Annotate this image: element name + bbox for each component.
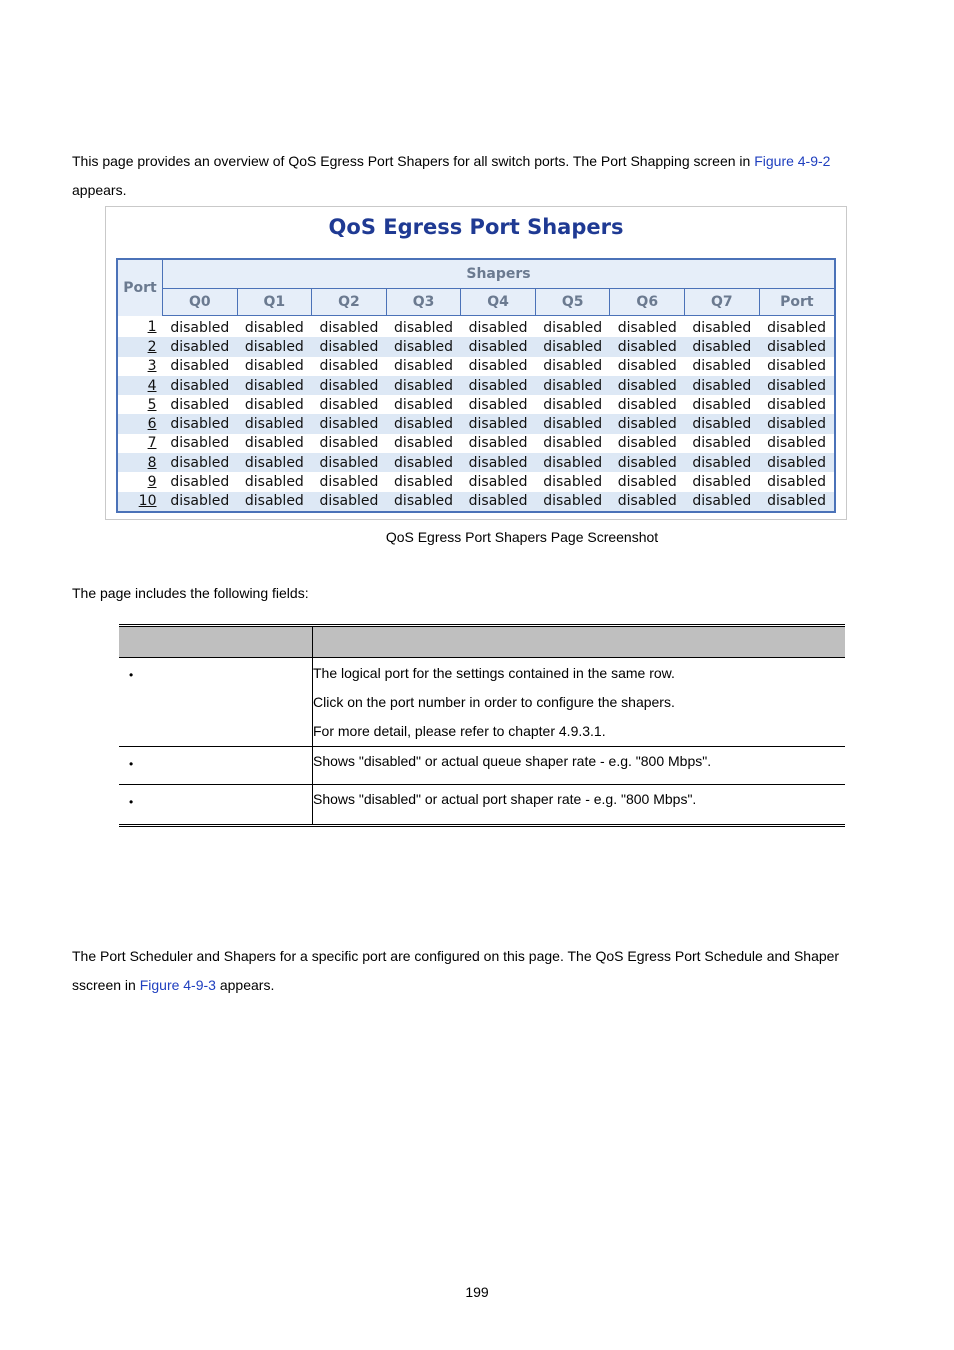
- field-description-cell: [313, 747, 846, 785]
- shaper-value-cell: disabled: [759, 395, 835, 414]
- screenshot-title: QoS Egress Port Shapers: [328, 215, 624, 239]
- shaper-value-cell: disabled: [610, 453, 685, 472]
- shaper-value-cell: disabled: [237, 376, 312, 395]
- shaper-value-cell: disabled: [461, 434, 536, 453]
- shaper-value-cell: disabled: [237, 316, 312, 338]
- shaper-value-cell: disabled: [535, 434, 610, 453]
- scheduler-paragraph: [72, 942, 882, 1000]
- intro-paragraph: [72, 147, 882, 205]
- shaper-value-cell: disabled: [312, 357, 387, 376]
- shaper-value-cell: disabled: [759, 357, 835, 376]
- column-header: Q5: [535, 289, 610, 316]
- shaper-value-cell: disabled: [163, 414, 238, 433]
- intro-suffix: appears.: [72, 182, 127, 198]
- shaper-value-cell: disabled: [535, 337, 610, 356]
- shaper-value-cell: disabled: [461, 492, 536, 512]
- shaper-value-cell: disabled: [237, 472, 312, 491]
- shaper-value-cell: disabled: [685, 395, 760, 414]
- shaper-value-cell: disabled: [685, 357, 760, 376]
- scheduler-text: The Port Scheduler and Shapers for a specific port are configured on this page. The QoS Egress Port Schedule and Shaper sscreen in: [72, 948, 840, 993]
- shaper-value-cell: disabled: [461, 357, 536, 376]
- column-header: Q2: [312, 289, 387, 316]
- shaper-value-cell: disabled: [163, 316, 238, 338]
- shaper-value-cell: disabled: [163, 337, 238, 356]
- column-header: Q6: [610, 289, 685, 316]
- shaper-value-cell: disabled: [759, 316, 835, 338]
- shaper-value-cell: disabled: [535, 395, 610, 414]
- port-link[interactable]: 8: [117, 453, 163, 472]
- port-link[interactable]: 7: [117, 434, 163, 453]
- shaper-value-cell: disabled: [685, 453, 760, 472]
- column-header: Q0: [163, 289, 238, 316]
- shaper-value-cell: disabled: [685, 434, 760, 453]
- shaper-value-cell: disabled: [163, 472, 238, 491]
- shaper-value-cell: disabled: [685, 337, 760, 356]
- screenshot-frame: [105, 206, 847, 520]
- bullet-icon: •: [129, 668, 134, 682]
- shaper-value-cell: disabled: [610, 414, 685, 433]
- shaper-value-cell: disabled: [535, 357, 610, 376]
- fields-header-object: [119, 626, 313, 658]
- field-object-cell: [119, 785, 313, 826]
- shaper-value-cell: disabled: [163, 395, 238, 414]
- port-link[interactable]: 9: [117, 472, 163, 491]
- port-link[interactable]: 10: [117, 492, 163, 512]
- shaper-value-cell: disabled: [535, 453, 610, 472]
- intro-text: This page provides an overview of QoS Egress Port Shapers for all switch ports. The Port Shapping screen in: [72, 153, 755, 169]
- bullet-icon: •: [129, 795, 134, 809]
- shaper-value-cell: disabled: [535, 316, 610, 338]
- fields-table: [119, 624, 845, 827]
- shaper-value-cell: disabled: [237, 395, 312, 414]
- shaper-value-cell: disabled: [312, 434, 387, 453]
- table-row: [117, 434, 835, 453]
- shaper-value-cell: disabled: [461, 414, 536, 433]
- scheduler-suffix: appears.: [215, 977, 275, 993]
- shaper-value-cell: disabled: [312, 395, 387, 414]
- table-row: [117, 414, 835, 433]
- table-row: [117, 337, 835, 356]
- shaper-value-cell: disabled: [610, 472, 685, 491]
- shaper-value-cell: disabled: [312, 414, 387, 433]
- shaper-value-cell: disabled: [685, 414, 760, 433]
- shaper-value-cell: disabled: [461, 395, 536, 414]
- field-object-cell: [119, 747, 313, 785]
- table-row: [117, 472, 835, 491]
- shaper-value-cell: disabled: [386, 492, 461, 512]
- column-header: Q7: [685, 289, 760, 316]
- shaper-value-cell: disabled: [685, 472, 760, 491]
- shaper-value-cell: disabled: [386, 316, 461, 338]
- shaper-value-cell: disabled: [535, 472, 610, 491]
- shaper-value-cell: disabled: [685, 376, 760, 395]
- fields-header-description: [313, 626, 846, 658]
- shaper-value-cell: disabled: [461, 453, 536, 472]
- port-column-header: Port: [117, 259, 163, 316]
- figure-link[interactable]: Figure 4-9-3: [139, 977, 216, 993]
- shaper-value-cell: disabled: [312, 376, 387, 395]
- shaper-value-cell: disabled: [610, 434, 685, 453]
- shaper-value-cell: disabled: [386, 453, 461, 472]
- shaper-value-cell: disabled: [685, 316, 760, 338]
- field-description-cell: [313, 785, 846, 826]
- shaper-value-cell: disabled: [461, 337, 536, 356]
- port-link[interactable]: 2: [117, 337, 163, 356]
- shaper-value-cell: disabled: [237, 357, 312, 376]
- shaper-value-cell: disabled: [759, 414, 835, 433]
- port-link[interactable]: 4: [117, 376, 163, 395]
- shaper-value-cell: disabled: [312, 472, 387, 491]
- shaper-value-cell: disabled: [163, 492, 238, 512]
- field-desc-line: Shows "disabled" or actual queue shaper rate - e.g. "800 Mbps".: [313, 753, 712, 769]
- shaper-value-cell: disabled: [237, 492, 312, 512]
- shaper-value-cell: disabled: [610, 337, 685, 356]
- shaper-value-cell: disabled: [237, 337, 312, 356]
- shaper-value-cell: disabled: [312, 453, 387, 472]
- shaper-value-cell: disabled: [163, 453, 238, 472]
- shaper-value-cell: disabled: [163, 434, 238, 453]
- field-description-cell: [313, 658, 846, 747]
- shaper-value-cell: disabled: [386, 337, 461, 356]
- column-header: Port: [759, 289, 835, 316]
- shaper-value-cell: disabled: [759, 472, 835, 491]
- shaper-value-cell: disabled: [610, 316, 685, 338]
- shaper-value-cell: disabled: [461, 376, 536, 395]
- table-row: [117, 316, 835, 338]
- shaper-value-cell: disabled: [759, 453, 835, 472]
- field-desc-line: For more detail, please refer to chapter 4.9.3.1.: [313, 723, 606, 739]
- figure-caption: QoS Egress Port Shapers Page Screenshot: [385, 529, 659, 545]
- shaper-value-cell: disabled: [312, 337, 387, 356]
- shapers-table: [116, 258, 836, 513]
- table-row: [117, 376, 835, 395]
- table-row: [117, 492, 835, 512]
- shaper-value-cell: disabled: [163, 376, 238, 395]
- shaper-value-cell: disabled: [461, 316, 536, 338]
- port-link[interactable]: 5: [117, 395, 163, 414]
- column-header: Q3: [386, 289, 461, 316]
- figure-link[interactable]: Figure 4-9-2: [754, 153, 831, 169]
- table-row: [117, 453, 835, 472]
- shaper-value-cell: disabled: [237, 414, 312, 433]
- column-header: Q4: [461, 289, 536, 316]
- shaper-value-cell: disabled: [610, 492, 685, 512]
- shaper-value-cell: disabled: [163, 357, 238, 376]
- shaper-value-cell: disabled: [312, 316, 387, 338]
- shaper-value-cell: disabled: [759, 337, 835, 356]
- shaper-value-cell: disabled: [386, 357, 461, 376]
- shaper-value-cell: disabled: [535, 492, 610, 512]
- field-desc-line: Click on the port number in order to configure the shapers.: [313, 694, 675, 710]
- port-link[interactable]: 1: [117, 316, 163, 338]
- field-desc-line: Shows "disabled" or actual port shaper rate - e.g. "800 Mbps".: [313, 791, 697, 807]
- shaper-value-cell: disabled: [237, 453, 312, 472]
- shaper-value-cell: disabled: [461, 472, 536, 491]
- shaper-value-cell: disabled: [610, 395, 685, 414]
- shaper-value-cell: disabled: [535, 376, 610, 395]
- shaper-value-cell: disabled: [386, 434, 461, 453]
- shaper-value-cell: disabled: [685, 492, 760, 512]
- field-desc-line: The logical port for the settings contained in the same row.: [313, 665, 675, 681]
- page-number: 199: [465, 1284, 489, 1300]
- shaper-value-cell: disabled: [386, 395, 461, 414]
- column-header: Q1: [237, 289, 312, 316]
- port-link[interactable]: 3: [117, 357, 163, 376]
- shapers-group-header: Shapers: [163, 259, 836, 289]
- port-link[interactable]: 6: [117, 414, 163, 433]
- shaper-value-cell: disabled: [759, 492, 835, 512]
- shaper-value-cell: disabled: [386, 414, 461, 433]
- shaper-value-cell: disabled: [759, 434, 835, 453]
- field-object-cell: [119, 658, 313, 747]
- shaper-value-cell: disabled: [237, 434, 312, 453]
- shaper-value-cell: disabled: [312, 492, 387, 512]
- shaper-value-cell: disabled: [610, 376, 685, 395]
- table-row: [117, 395, 835, 414]
- shaper-value-cell: disabled: [386, 472, 461, 491]
- shaper-value-cell: disabled: [535, 414, 610, 433]
- shaper-value-cell: disabled: [386, 376, 461, 395]
- table-row: [117, 357, 835, 376]
- fields-intro: The page includes the following fields:: [72, 585, 309, 601]
- shaper-value-cell: disabled: [610, 357, 685, 376]
- shaper-value-cell: disabled: [759, 376, 835, 395]
- bullet-icon: •: [129, 757, 134, 771]
